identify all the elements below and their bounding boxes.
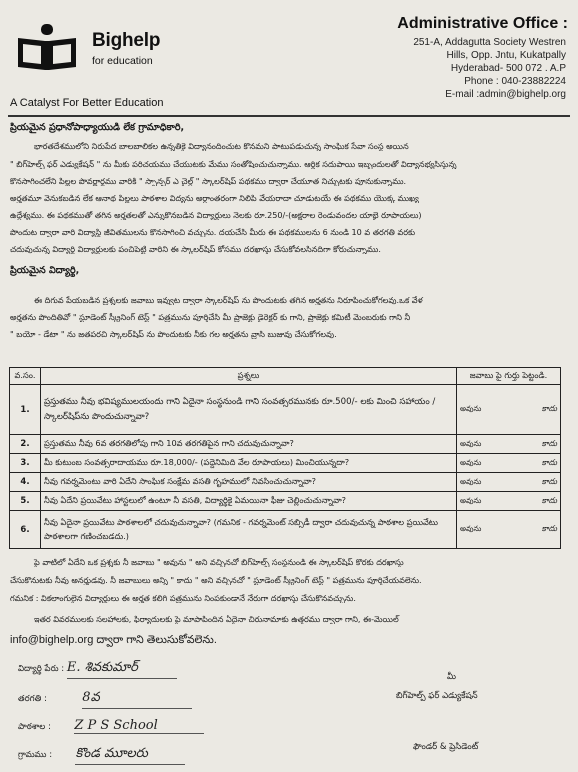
no-mark: కాదు: [541, 457, 557, 467]
footer-line: పై వాటిలో ఏదేని ఒక ప్రశ్నకు నీ జవాబు " అవును " అని వచ్చినచో బిగ్‌హెల్ప్ సంస్థనుండి ఈ స్కాలర్‌షిప్ కొరకు దరఖాస్తు: [34, 557, 404, 567]
bighelp-logo-icon: [16, 24, 78, 74]
question-text: నీవు ఏదేని ప్రయివేటు హాస్టలులో ఉంటూ నీ వసతి, విద్యార్థికై ఏమయినా ఫీజు చెల్లించుచున్నావా?: [41, 492, 457, 511]
address-line: Hyderabad- 500 072 . A.P: [450, 63, 566, 74]
yes-option[interactable]: అవును: [460, 404, 482, 413]
no-mark: కాదు: [541, 476, 557, 486]
yes-option[interactable]: అవును: [460, 495, 482, 505]
paragraph-line: చదువుచున్న విద్యార్థి విద్యార్థులకు పంచిపెట్టి వారిని ఈ స్కాలర్‌షిప్ కోసము దరఖాస్తు చేసుకోవలసినదిగా కోరుచున్నాము.: [10, 244, 381, 254]
student-name-row: [18, 660, 177, 679]
brand-name: Bighelp: [92, 30, 161, 51]
question-text: నీవు గవర్నమెంటు వారి ఏదేని సాంఘిక సంక్షేమ వసతి గృహములో నివసించుచున్నావా?: [41, 473, 457, 492]
yes-option[interactable]: అవును: [460, 476, 482, 486]
row-number: 2.: [10, 435, 41, 454]
student-name-label: విద్యార్థి పేరు :: [18, 664, 65, 674]
answer-cell[interactable]: [457, 473, 561, 492]
email: E-mail :admin@bighelp.org: [445, 89, 566, 100]
paragraph-line: ఈ దిగువ పేయబడిన ప్రశ్నలకు జవాబు ఇవ్వుట ద్వారా స్కాలర్‌షిప్ ను పొందుటకు తగిన అర్హతను నిరూపించుకోగలవు.ఒక వేళ: [34, 295, 423, 305]
row-number: 3.: [10, 454, 41, 473]
signoff-pre: మీ: [447, 672, 456, 682]
tagline: A Catalyst For Better Education: [10, 97, 164, 109]
yes-option[interactable]: అవును: [460, 438, 482, 448]
paragraph-line: అర్హతమూ వెనుకబడిన లేక ఆనాథ పిల్లలు పాఠశాల విద్యను అర్ధాంతరంగా నిలిపి వేయరాదా చూడుటయే ఈ పథకము యొక్క ముఖ్య: [10, 193, 419, 203]
salutation: ప్రియమైన ప్రధానోపాధ్యాయుడి లేక గ్రామాధికారి,: [10, 122, 185, 133]
table-row: [10, 473, 561, 492]
header-divider: [8, 115, 570, 117]
row-number: 4.: [10, 473, 41, 492]
col-number-header: వ.సం.: [10, 368, 41, 385]
row-number: 6.: [10, 511, 41, 549]
table-row: [10, 435, 561, 454]
student-salutation: ప్రియమైన విద్యార్థి,: [10, 265, 80, 276]
signoff-org: బిగ్‌హెల్ప్ ఫర్ ఎడ్యుకేషన్: [396, 691, 478, 701]
signoff-title: ఫౌండర్ & ప్రెసిడెంట్: [413, 742, 479, 752]
col-answer-header: జవాబు పై గుర్తు పెట్టండి.: [457, 368, 561, 385]
village-row: [18, 746, 185, 765]
answer-cell[interactable]: [457, 435, 561, 454]
paragraph-line: ఉద్దేశ్యము. ఈ పథకముతో తగిన అర్హతలతో ఎన్నుకొనబడిన విద్యార్థులు నెలకు రూ.250/-(అక్షరాల రెండువందల యాభై రూపాయలు): [10, 210, 422, 220]
paragraph-line: పొందుట ద్వారా వారి విద్యాస్థి జీవితములను కొనసాగించి వచ్చును. దయచేసి మీరు ఈ పథకములను 6 నుండి 10 వ తరగతి వరకు: [10, 227, 416, 237]
question-text: ప్రస్తుతము నీవు భవిష్యములయందు గాని ఏదైనా సంస్థనుండి గాని సంవత్సరమునకు రూ.500/- లకు మించి సహాయం / స్కాలర్‌షిప్‌ను పొందుచున్నావా?: [41, 385, 457, 435]
question-text: మీ కుటుంబ సంవత్సరాదాయము రూ.18,000/- (పద్దెనిమిది వేల రూపాయలు) మించియున్నదా?: [41, 454, 457, 473]
table-row: [10, 511, 561, 549]
footer-line: గమనిక : వికలాంగులైన విద్యార్థులు ఈ అర్హత కలిగి పత్రమును నింపకుండానే నేరుగా దరఖాస్తు చేసుకొనవచ్చును.: [10, 593, 356, 603]
school-value[interactable]: Z P S School: [74, 718, 204, 734]
address-line: Hills, Opp. Jntu, Kukatpally: [446, 50, 566, 61]
questions-table: [9, 367, 561, 549]
table-row: [10, 454, 561, 473]
no-mark: కాదు: [541, 438, 557, 448]
answer-cell[interactable]: [457, 454, 561, 473]
footer-line: చేసుకొనుటకు నీవు అనర్హుడవు. నీ జవాబులు అన్ని " కాదు " అని వచ్చినచో " స్టూడెంట్ స్క్రీనింగ్ టెస్ట్ " పత్రమును పూర్తిచేయవలెను.: [10, 575, 422, 585]
paragraph-line: అర్హతను పొందితివో " స్టూడెంట్ స్క్రీనింగ్ టెస్ట్ " పత్రమును పూర్తిచేసి మీ ప్రాజెక్టు డైరెక్టర్ కు గాని, ప్రాజెక్టు కమిటీ మెంబరుకు గాని నీ: [10, 312, 411, 322]
question-text: ప్రస్తుతము నీవు 6వ తరగతిలోపు గాని 10వ తరగతిపైన గాని చదువుచున్నావా?: [41, 435, 457, 454]
school-row: [18, 718, 204, 734]
paragraph-line: " బిగ్‌హెల్ప్ ఫర్ ఎడ్యుకేషన్ " ను మీకు పరిచయము చేయుటకు మేము సంతోషించుచున్నాము. ఆర్థిక సదుపాయి ఇబ్బందులతో విద్యానభ్యసిస్తున్న: [10, 159, 457, 169]
col-question-header: ప్రశ్నలు: [41, 368, 457, 385]
table-header-row: [10, 368, 561, 385]
class-label: తరగతి :: [18, 694, 47, 704]
row-number: 1.: [10, 385, 41, 435]
address-line: 251-A, Addagutta Society Westren: [413, 37, 566, 48]
answer-cell[interactable]: [457, 385, 561, 435]
no-mark: కాదు: [541, 404, 557, 413]
phone: Phone : 040-23882224: [464, 76, 566, 87]
table-row: [10, 492, 561, 511]
office-title: Administrative Office :: [397, 15, 568, 32]
brand-subtitle: for education: [92, 55, 153, 67]
answer-cell[interactable]: [457, 492, 561, 511]
question-text: నీవు ఏదైనా ప్రయివేటు పాఠశాలలో చదువుచున్నావా? (గమనిక - గవర్నమెంట్ సబ్సిడీ ద్వారా చదువుచున్న పాఠశాల ప్రయివేటు పాఠశాలగా గణించబడదు.): [41, 511, 457, 549]
village-label: గ్రామము :: [18, 750, 53, 760]
yes-option[interactable]: అవును: [460, 457, 482, 467]
class-row: [18, 690, 192, 709]
no-mark: కాదు: [541, 495, 557, 505]
school-label: పాఠశాల :: [18, 722, 51, 732]
answer-cell[interactable]: [457, 511, 561, 549]
footer-email-line: info@bighelp.org ద్వారా గాని తెలుసుకోవలెను.: [10, 634, 217, 646]
student-name-value[interactable]: E. శివకుమార్: [67, 660, 177, 679]
no-mark: కాదు: [541, 524, 557, 533]
row-number: 5.: [10, 492, 41, 511]
footer-line: ఇతర వివరములకు సలహాలకు, ఫిర్యాదులకు పై మాపాపిందిన ఏదైనా చిరునామాకు ఉత్తరము ద్వారా గాని, ఈ-మెయిల్: [34, 614, 399, 624]
paragraph-line: భారతదేశములోని నిరుపేద బాలబాలికల ఉన్నతికై విద్యానందించుట కొనమని పాటుపడుచున్న సాంఘిక సేవా సంస్థ అయిన: [34, 141, 409, 151]
yes-option[interactable]: అవును: [460, 524, 482, 533]
village-value[interactable]: కొండ మూలరు: [75, 746, 185, 765]
class-value[interactable]: 8వ: [82, 690, 192, 709]
table-row: [10, 385, 561, 435]
paragraph-line: " బయో - డేటా " ను జతపరచి స్కాలర్‌షిప్ ను పొందుటకు నీకు గల అర్హతను వ్రాసి బుజువు చేసుకోగలవు.: [10, 329, 337, 339]
paragraph-line: కొనసాగించలేని పిల్లల పొవర్ణార్థము వారికి " స్పాన్సర్ ఎ చైల్డ్ " స్కాలర్‌షిప్ పథకము ద్వారా చేయూత నిచ్చుటకు పూనుకున్నాము.: [10, 176, 407, 186]
